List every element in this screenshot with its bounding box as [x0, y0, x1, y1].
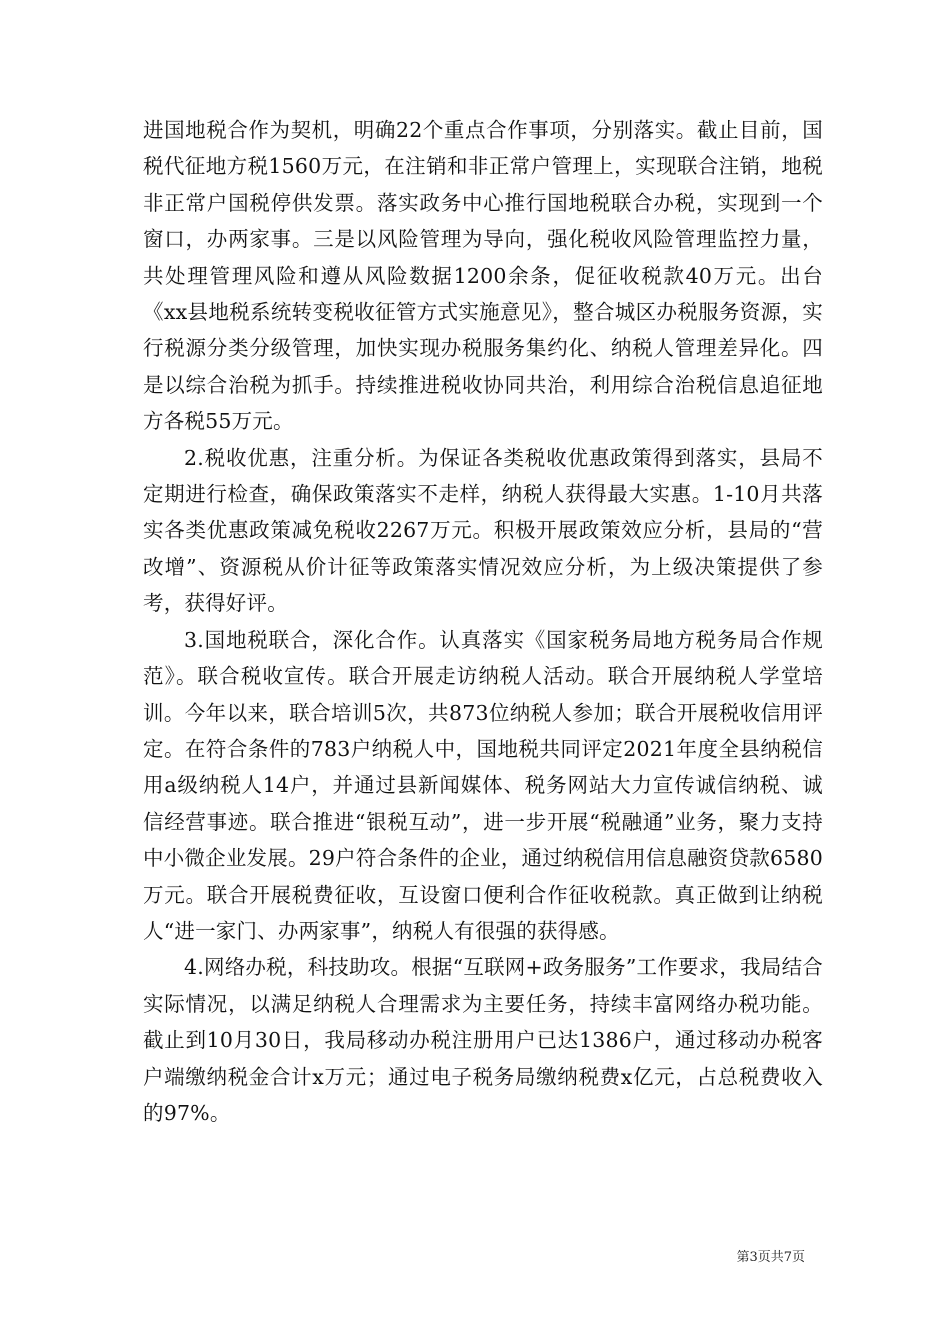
page-number-footer: 第3页共7页: [736, 1250, 805, 1265]
paragraph-4: 4.网络办税，科技助攻。根据“互联网+政务服务”工作要求，我局结合实际情况，以满足纳税人合理需求为主要任务，持续丰富网络办税功能。截止到10月30日，我局移动办税注册用户已达1386户，通过移动办税客户端缴纳税金合计x万元；通过电子税务局缴纳税费x亿元，占总税费收入的97%。: [143, 955, 823, 1125]
paragraph-2: 2.税收优惠，注重分析。为保证各类税收优惠政策得到落实，县局不定期进行检查，确保政策落实不走样，纳税人获得最大实惠。1-10月共落实各类优惠政策减免税收2267万元。积极开展政策效应分析，县局的“营改增”、资源税从价计征等政策落实情况效应分析，为上级决策提供了参考，获得好评。: [143, 445, 823, 616]
paragraph-1: 进国地税合作为契机，明确22个重点合作事项，分别落实。截止目前，国税代征地方税1560万元，在注销和非正常户管理上，实现联合注销，地税非正常户国税停供发票。落实政务中心推行国地税联合办税，实现到一个窗口，办两家事。三是以风险管理为导向，强化税收风险管理监控力量，共处理管理风险和遵从风险数据1200余条，促征收税款40万元。出台《xx县地税系统转变税收征管方式实施意见》，整合城区办税服务资源，实行税源分类分级管理，加快实现办税服务集约化、纳税人管理差异化。四是以综合治税为抓手。持续推进税收协同共治，利用综合治税信息追征地方各税55万元。: [143, 118, 823, 434]
paragraph-3: 3.国地税联合，深化合作。认真落实《国家税务局地方税务局合作规范》。联合税收宣传。联合开展走访纳税人活动。联合开展纳税人学堂培训。今年以来，联合培训5次，共873位纳税人参加；联合开展税收信用评定。在符合条件的783户纳税人中，国地税共同评定2021年度全县纳税信用a级纳税人14户，并通过县新闻媒体、税务网站大力宣传诚信纳税、诚信经营事迹。联合推进“银税互动”，进一步开展“税融通”业务，聚力支持中小微企业发展。29户符合条件的企业，通过纳税信用信息融资贷款6580万元。联合开展税费征收，互设窗口便利合作征收税款。真正做到让纳税人“进一家门、办两家事”，纳税人有很强的获得感。: [143, 627, 823, 943]
document-body: [143, 112, 823, 1131]
